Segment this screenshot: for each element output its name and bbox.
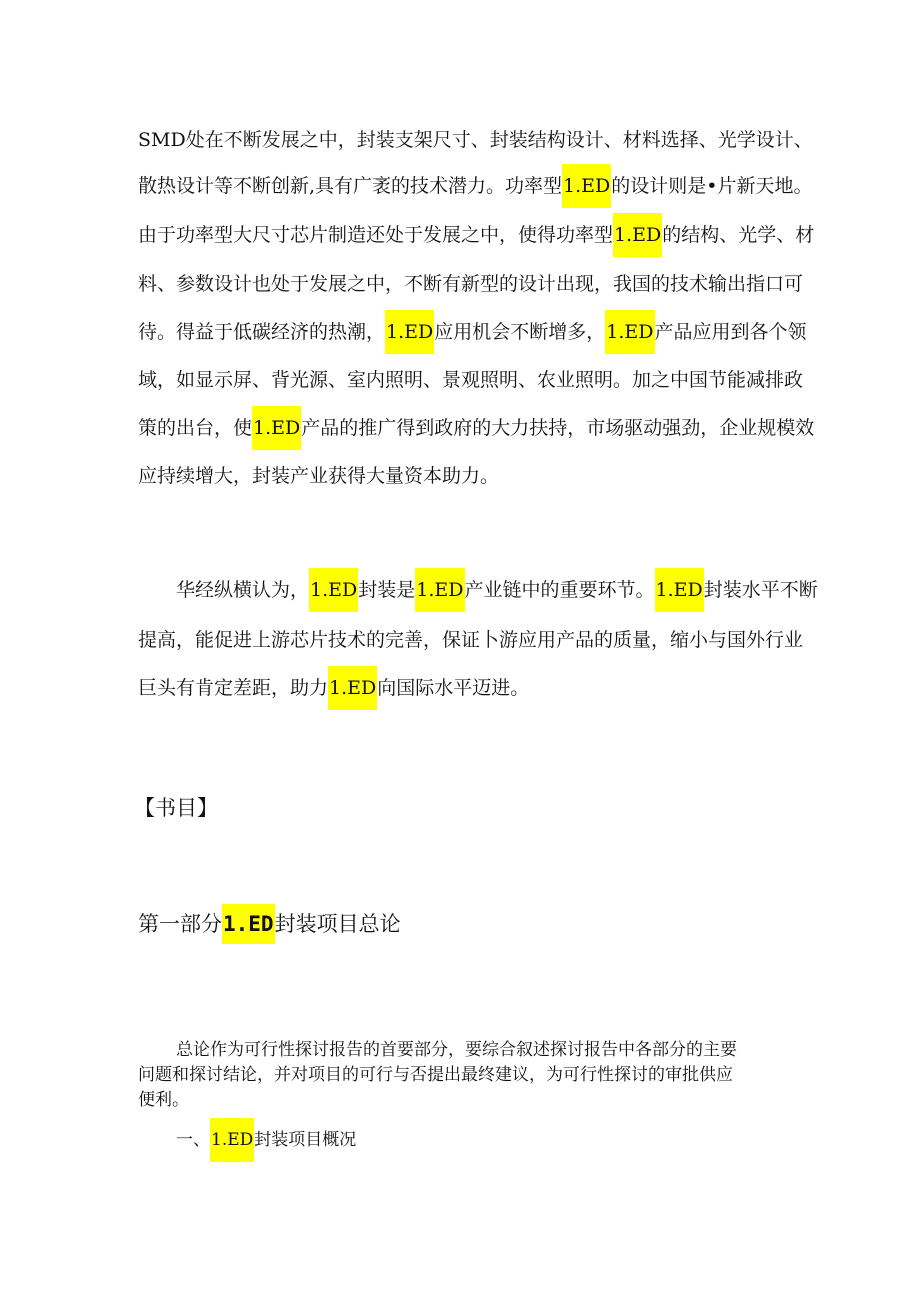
led-highlight: 1.ED: [385, 310, 434, 354]
para2-line-3: 巨头有肯定差距，助力1.ED向国际水平迈进。: [138, 676, 529, 700]
led-highlight: 1.ED: [415, 568, 464, 612]
para1-line-1: SMD处在不断发展之中，封装支架尺寸、封装结构设计、材料选择、光学设计、: [138, 129, 813, 151]
led-highlight: 1.ED: [328, 666, 377, 710]
para1-line-2: 散热设计等不断创新,具有广袤的技术潜力。功率型1.ED的设计则是•片新天地。: [138, 174, 813, 198]
led-highlight: 1.ED: [309, 568, 358, 612]
led-highlight: 1.ED: [222, 904, 275, 944]
para1-line-8: 应持续增大，封装产业获得大量资本助力。: [138, 465, 500, 487]
para1-line-6: 域，如显示屏、背光源、室内照明、景观照明、农业照明。加之中国节能减排政: [138, 369, 804, 391]
para1-line-5: 待。得益于低碳经济的热潮，1.ED应用机会不断增多，1.ED产品应用到各个领: [138, 320, 807, 344]
para1-line-7: 策的出台，使1.ED产品的推广得到政府的大力扶持，市场驱动强劲，企业规模效: [138, 416, 814, 440]
led-highlight: 1.ED: [613, 213, 662, 257]
section1-heading: 一、1.ED封装项目概况: [176, 1128, 356, 1152]
para2-line-1: 华经纵横认为，1.ED封装是1.ED产业链中的重要环节。1.ED封装水平不断: [176, 578, 818, 602]
led-highlight: 1.ED: [210, 1118, 254, 1162]
para3-line-2: 问题和探讨结论，并对项目的可行与否提出最终建议，为可行性探讨的审批供应: [138, 1065, 733, 1085]
para1-line-4: 料、参数设计也处于发展之中，不断有新型的设计出现，我国的技术输出指口可: [138, 273, 804, 295]
para3-line-1: 总论作为可行性探讨报告的首要部分，要综合叙述探讨报告中各部分的主要: [176, 1040, 737, 1060]
led-highlight: 1.ED: [605, 310, 654, 354]
part1-heading: 第一部分1.ED封装项目总论: [138, 912, 401, 936]
led-highlight: 1.ED: [562, 164, 611, 208]
led-highlight: 1.ED: [655, 568, 704, 612]
para1-line-3: 由于功率型大尺寸芯片制造还处于发展之中，使得功率型1.ED的结构、光学、材: [138, 223, 814, 247]
para3-line-3: 便利。: [138, 1090, 189, 1110]
para2-line-2: 提高，能促进上游芯片技术的完善，保证卜游应用产品的质量，缩小与国外行业: [138, 629, 804, 651]
toc-label: 【书目】: [134, 796, 218, 820]
led-highlight: 1.ED: [252, 406, 301, 450]
